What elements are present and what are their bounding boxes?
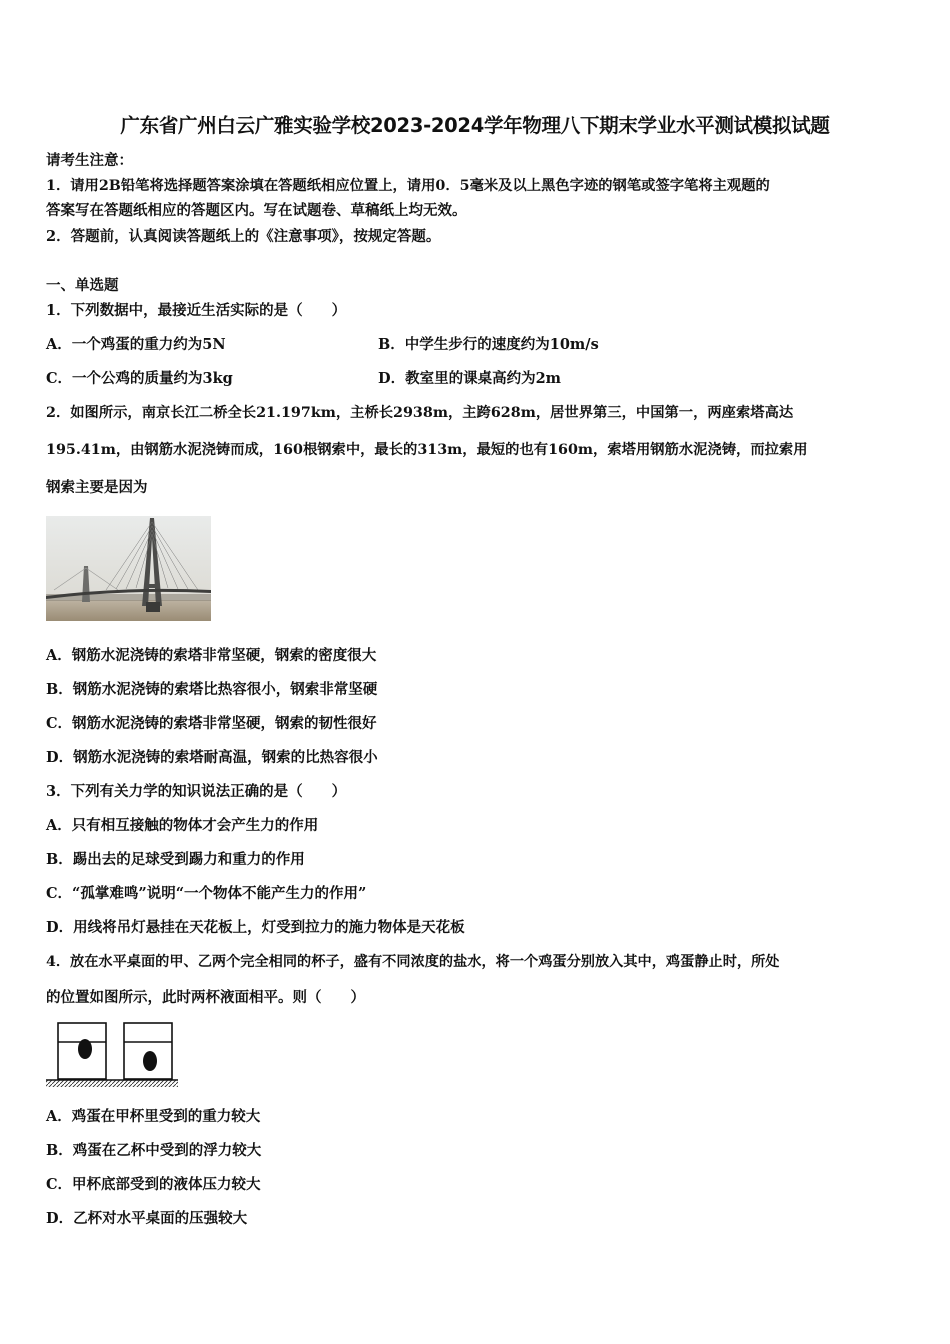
- q3-option-b: B．踢出去的足球受到踢力和重力的作用: [46, 851, 305, 868]
- q1-option-a: A．一个鸡蛋的重力约为5N: [46, 336, 226, 353]
- cups-diagram: [44, 1020, 180, 1092]
- q2-stem-line-1: 2．如图所示，南京长江二桥全长21.197km，主桥长2938m，主跨628m，居世界第三，中国第一，两座索塔高达: [46, 405, 794, 421]
- q3-option-a: A．只有相互接触的物体才会产生力的作用: [46, 817, 319, 834]
- notice-line-2: 答案写在答题纸相应的答题区内。写在试题卷、草稿纸上均无效。: [46, 202, 467, 219]
- q4-option-c: C．甲杯底部受到的液体压力较大: [46, 1176, 261, 1193]
- q1-option-c: C．一个公鸡的质量约为3kg: [46, 370, 233, 387]
- notice-line-1: 1．请用2B铅笔将选择题答案涂填在答题纸相应位置上，请用0．5毫米及以上黑色字迹的钢笔或签字笔将主观题的: [46, 178, 770, 194]
- q4-option-a: A．鸡蛋在甲杯里受到的重力较大: [46, 1108, 261, 1125]
- q1-stem: 1．下列数据中，最接近生活实际的是（ ）: [46, 302, 347, 319]
- q4-stem-line-2: 的位置如图所示，此时两杯液面相平。则（ ）: [46, 989, 365, 1006]
- q4-option-b: B．鸡蛋在乙杯中受到的浮力较大: [46, 1142, 262, 1159]
- q2-option-b: B．钢筋水泥浇铸的索塔比热容很小，钢索非常坚硬: [46, 681, 378, 698]
- notice-heading: 请考生注意：: [46, 152, 133, 169]
- bridge-photo: [46, 516, 211, 621]
- q2-option-d: D．钢筋水泥浇铸的索塔耐高温，钢索的比热容很小: [46, 749, 378, 766]
- q1-option-b: B．中学生步行的速度约为10m/s: [378, 336, 599, 353]
- q4-option-d: D．乙杯对水平桌面的压强较大: [46, 1210, 248, 1227]
- page-title: 广东省广州白云广雅实验学校2023-2024学年物理八下期末学业水平测试模拟试题: [120, 114, 830, 137]
- q3-stem: 3．下列有关力学的知识说法正确的是（ ）: [46, 783, 347, 800]
- q3-option-c: C．“孤掌难鸣”说明“一个物体不能产生力的作用”: [46, 885, 367, 902]
- notice-line-3: 2．答题前，认真阅读答题纸上的《注意事项》，按规定答题。: [46, 228, 441, 245]
- q4-stem-line-1: 4．放在水平桌面的甲、乙两个完全相同的杯子，盛有不同浓度的盐水，将一个鸡蛋分别放入其中，鸡蛋静止时，所处: [46, 954, 780, 970]
- section-heading: 一、单选题: [46, 277, 119, 294]
- q2-stem-line-2: 195.41m，由钢筋水泥浇铸而成，160根钢索中，最长的313m，最短的也有160m，索塔用钢筋水泥浇铸，而拉索用: [46, 442, 808, 458]
- q1-option-d: D．教室里的课桌高约为2m: [378, 370, 562, 387]
- q2-stem-line-3: 钢索主要是因为: [46, 479, 148, 496]
- q2-option-c: C．钢筋水泥浇铸的索塔非常坚硬，钢索的韧性很好: [46, 715, 377, 732]
- q2-option-a: A．钢筋水泥浇铸的索塔非常坚硬，钢索的密度很大: [46, 647, 377, 664]
- q3-option-d: D．用线将吊灯悬挂在天花板上，灯受到拉力的施力物体是天花板: [46, 919, 465, 936]
